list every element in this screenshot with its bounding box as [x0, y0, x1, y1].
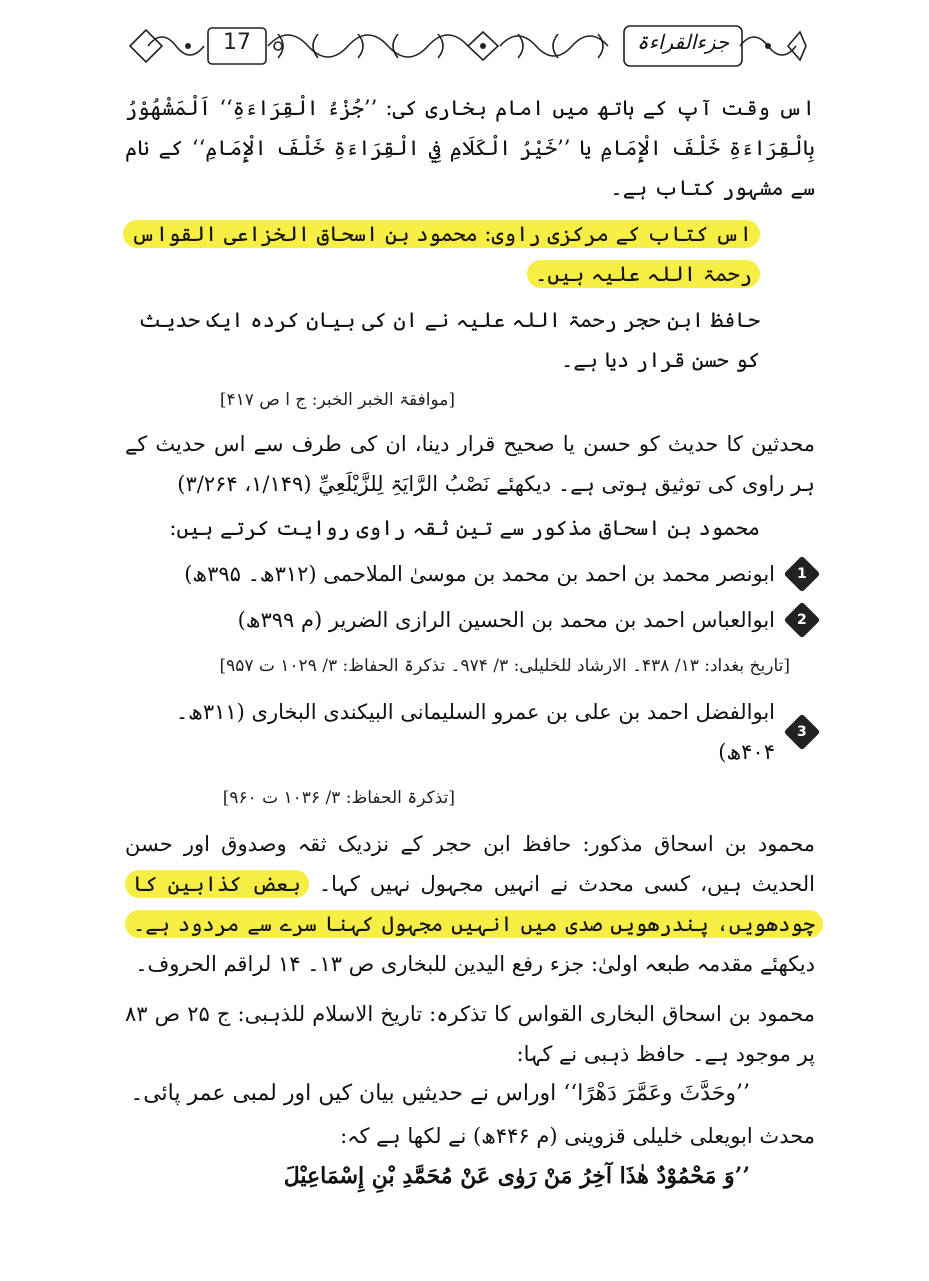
highlighted-text: اس کتاب کے مرکزی راوی: محمود بن اسحاق الخزاعی القواس رحمۃ اللہ علیہ ہیں۔	[123, 220, 760, 288]
page-content	[125, 88, 815, 1196]
highlighted-text: بعض کذابین کا چودھویں، پندرھویں صدی میں انہیں مجہول کہنا سرے سے مردود ہے۔	[125, 870, 823, 938]
book-title: جزءالقراءۃ	[636, 30, 730, 54]
paragraph-three-narrators: محمود بن اسحاق مذکور سے تین ثقہ راوی روایت کرتے ہیں:	[169, 516, 760, 540]
list-item-text: ابونصر محمد بن احمد بن محمد بن موسیٰ الملاحمی (۳۱۲ھ۔ ۳۹۵ھ)	[184, 562, 775, 586]
reference-note: [تاریخ بغداد: ۱۳/ ۴۳۸۔ الارشاد للخلیلی: ۳/ ۹۷۴۔ تذکرۃ الحفاظ: ۳/ ۱۰۲۹ ت ۹۵۷]	[219, 656, 790, 676]
reference-note: [تذکرۃ الحفاظ: ۳/ ۱۰۳۶ ت ۹۶۰]	[222, 788, 455, 808]
list-item	[125, 692, 815, 772]
paragraph-ibn-hajar: حافظ ابن حجر رحمۃ اللہ علیہ نے ان کی بیان کردہ ایک حدیث کو حسن قرار دیا ہے۔	[138, 308, 760, 372]
number-badge-icon: 1	[784, 556, 821, 593]
list-item	[125, 600, 815, 640]
paragraph-mahmood	[125, 824, 815, 984]
page-number: 17	[223, 30, 251, 55]
number-badge-icon: 2	[784, 602, 821, 639]
list-item-text: ابوالفضل احمد بن علی بن عمرو السلیمانی البیکندی البخاری (۳۱۱ھ۔ ۴۰۴ھ)	[175, 700, 775, 764]
paragraph-khalili: محدث ابویعلی خلیلی قزوینی (م ۴۴۶ھ) نے لکھا ہے کہ:	[340, 1124, 815, 1148]
paragraph-narrator	[125, 214, 815, 294]
number-badge-icon: 3	[784, 714, 821, 751]
paragraph-intro: اس وقت آپ کے ہاتھ میں امام بخاری کی: ’’جُزْءُ الْقِرَاءَۃِ‘‘ اَلْمَشْهُوْرُ بِالْقِرَاءَۃِ خَلْفَ الْإِمَامِ یا ’’خَیْرُ الْكَلَامِ فِي الْقِرَاءَۃِ خَلْفَ الْإِمَامِ‘‘ کے نام سے مشہور کتاب ہے۔	[125, 96, 815, 200]
quote-dhahabi: ’’وحَدَّثَ وعَمَّرَ دَهْرًا‘‘ اوراس نے حدیثیں بیان کیں اور لمبی عمر پائی۔	[130, 1081, 750, 1106]
quote-khalili: ’’وَ مَحْمُوْدٌ هٰذَا آخِرُ مَنْ رَوٰی عَنْ مُحَمَّدِ بْنِ إِسْمَاعِیْلَ	[283, 1163, 750, 1189]
page-header	[128, 20, 808, 72]
list-item-text: ابوالعباس احمد بن محمد بن الحسین الرازی الضریر (م ۳۹۹ھ)	[237, 608, 775, 632]
list-item	[125, 554, 815, 594]
paragraph-dhahabi: محمود بن اسحاق البخاری القواس کا تذکرہ: تاریخ الاسلام للذہبی: ج ۲۵ ص ۸۳ پر موجود ہے۔ حافظ ذہبی نے کہا:	[125, 1002, 815, 1066]
text-segment: محمود بن اسحاق مذکور: حافظ ابن حجر کے نزدیک ثقہ وصدوق اور حسن الحدیث ہیں، کسی محدث نے انہیں مجہول نہیں کہا۔	[125, 832, 815, 896]
reference-note: [موافقۃ الخبر الخبر: ج ا ص ۴۱۷]	[219, 390, 455, 410]
text-segment: دیکھئے مقدمہ طبعہ اولیٰ: جزء رفع الیدین للبخاری ص ۱۳۔ ۱۴ لراقم الحروف۔	[135, 952, 815, 976]
paragraph-muhaddithin: محدثین کا حدیث کو حسن یا صحیح قرار دینا، ان کی طرف سے اس حدیث کے ہر راوی کی توثیق ہوتی ہے۔ دیکھئے نَصْبُ الرَّایَۃِ لِلزَّیْلَعِيِّ (۱/۱۴۹، ۳/۲۶۴)	[125, 432, 815, 496]
